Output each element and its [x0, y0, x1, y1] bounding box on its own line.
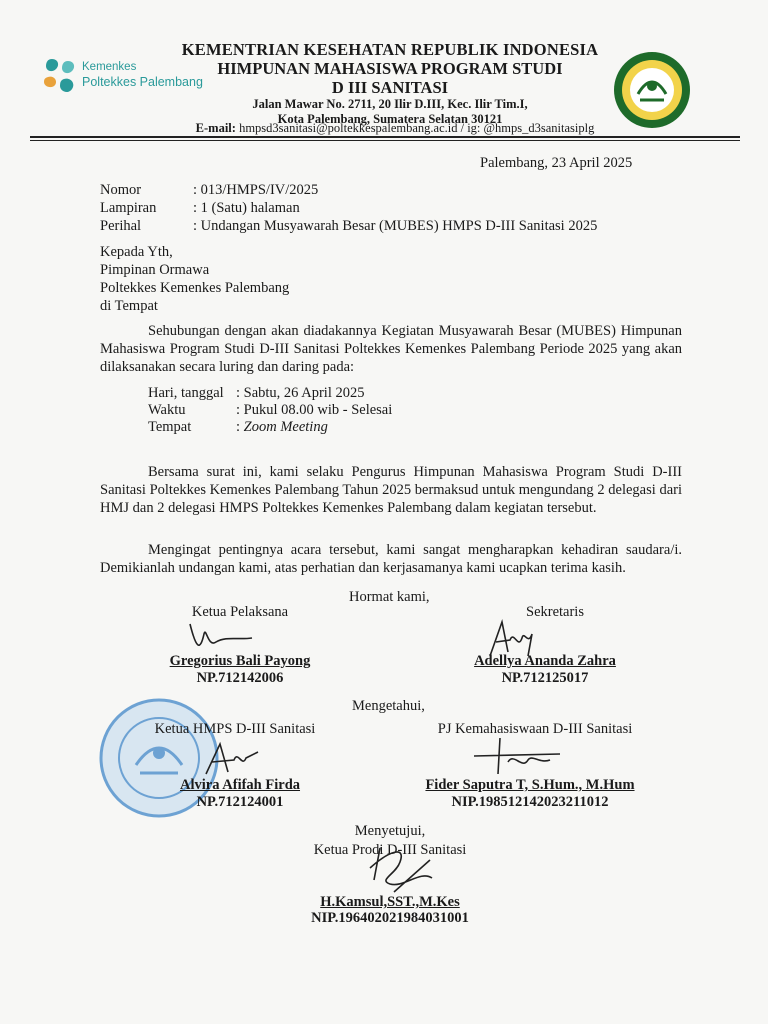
id-gregorius: NP.712142006 — [196, 670, 284, 686]
email-label: E-mail: — [195, 121, 236, 135]
role-pj-kemahasiswaan: PJ Kemahasiswaan D-III Sanitasi — [437, 721, 633, 737]
recipient-line: Poltekkes Kemenkes Palembang — [100, 280, 290, 296]
recipient-line: Kepada Yth, — [100, 244, 173, 260]
name-alvira: Alvira Afifah Firda — [179, 777, 301, 793]
recipient-line: Pimpinan Ormawa — [100, 262, 210, 278]
role-sekretaris: Sekretaris — [526, 604, 584, 620]
meta-lampiran-value: : 1 (Satu) halaman — [193, 200, 300, 216]
logo-line1: Kemenkes — [82, 61, 137, 73]
header-address1: Jalan Mawar No. 2711, 20 Ilir D.III, Kec. Ilir Tim.I, — [252, 97, 528, 111]
event-place-prefix: : — [236, 419, 244, 435]
instagram-handle: / ig: @hmps_d3sanitasiplg — [460, 121, 595, 135]
kemenkes-logo-icon — [38, 55, 82, 104]
meta-nomor-label: Nomor — [100, 182, 142, 198]
event-place-label: Tempat — [148, 419, 192, 435]
id-fider: NIP.198512142023211012 — [451, 794, 609, 810]
event-place-value — [236, 418, 328, 436]
hmps-seal-icon — [612, 50, 692, 135]
name-fider: Fider Saputra T, S.Hum., M.Hum — [425, 777, 635, 793]
meta-lampiran-label: Lampiran — [100, 200, 157, 216]
header-ministry: KEMENTRIAN KESEHATAN REPUBLIK INDONESIA — [181, 40, 599, 59]
header-divider — [30, 136, 740, 138]
menyetujui-label: Menyetujui, — [354, 823, 426, 839]
name-gregorius: Gregorius Bali Payong — [169, 653, 311, 669]
id-adellya: NP.712125017 — [501, 670, 589, 686]
id-alvira: NP.712124001 — [196, 794, 284, 810]
header-address2: Kota Palembang, Sumatera Selatan 30121 — [277, 112, 503, 126]
event-date-label: Hari, tanggal — [148, 385, 224, 401]
name-adellya: Adellya Ananda Zahra — [474, 653, 616, 669]
meta-perihal-value: : Undangan Musyawarah Besar (MUBES) HMPS D-III Sanitasi 2025 — [193, 218, 598, 234]
paragraph-intro: Sehubungan dengan akan diadakannya Kegiatan Musyawarah Besar (MUBES) Himpunan Mahasiswa Program Studi D-III Sanitasi Poltekkes Kemenkes Palembang Periode 2025 yang akan dilaksanakan secara luring dan daring pada: — [100, 323, 682, 375]
event-time-label: Waktu — [148, 402, 186, 418]
header-himpunan: HIMPUNAN MAHASISWA PROGRAM STUDI — [217, 59, 563, 78]
paragraph-closing: Mengingat pentingnya acara tersebut, kami sangat mengharapkan kehadiran saudara/i. Demikianlah undangan kami, atas perhatian dan kerjasamanya kami ucapkan terima kasih. — [100, 542, 682, 576]
closing-hormat: Hormat kami, — [349, 589, 430, 605]
meta-nomor-value: : 013/HMPS/IV/2025 — [193, 182, 319, 198]
mengetahui-label: Mengetahui, — [352, 698, 425, 714]
event-date-value: : Sabtu, 26 April 2025 — [236, 385, 365, 401]
header-program: D III SANITASI — [331, 78, 449, 97]
event-place-zoom: Zoom Meeting — [243, 419, 328, 435]
paragraph-invitation: Bersama surat ini, kami selaku Pengurus Himpunan Mahasiswa Program Studi D-III Sanitasi Poltekkes Kemenkes Palembang Tahun 2025 bermaksud untuk mengundang 2 delegasi dari HMJ dan 2 delegasi HMPS Poltekkes Kemenkes Palembang dalam kegiatan tersebut. — [100, 464, 682, 516]
place-date: Palembang, 23 April 2025 — [480, 155, 633, 171]
header-divider-thin — [30, 140, 740, 141]
name-kamsul: H.Kamsul,SST.,M.Kes — [320, 894, 460, 910]
event-time-value: : Pukul 08.00 wib - Selesai — [236, 402, 393, 418]
header-contact — [170, 121, 620, 136]
email-link[interactable]: hmpsd3sanitasi@poltekkespalembang.ac.id — [239, 121, 458, 135]
role-ketua-pelaksana: Ketua Pelaksana — [191, 604, 289, 620]
signature-fider-icon — [470, 734, 570, 782]
recipient-line: di Tempat — [100, 298, 158, 314]
id-kamsul: NIP.196402021984031001 — [311, 910, 469, 926]
meta-perihal-label: Perihal — [100, 218, 142, 234]
role-ketua-hmps: Ketua HMPS D-III Sanitasi — [154, 721, 316, 737]
role-ketua-prodi: Ketua Prodi D-III Sanitasi — [313, 842, 467, 858]
logo-line2: Poltekkes Palembang — [82, 75, 203, 89]
